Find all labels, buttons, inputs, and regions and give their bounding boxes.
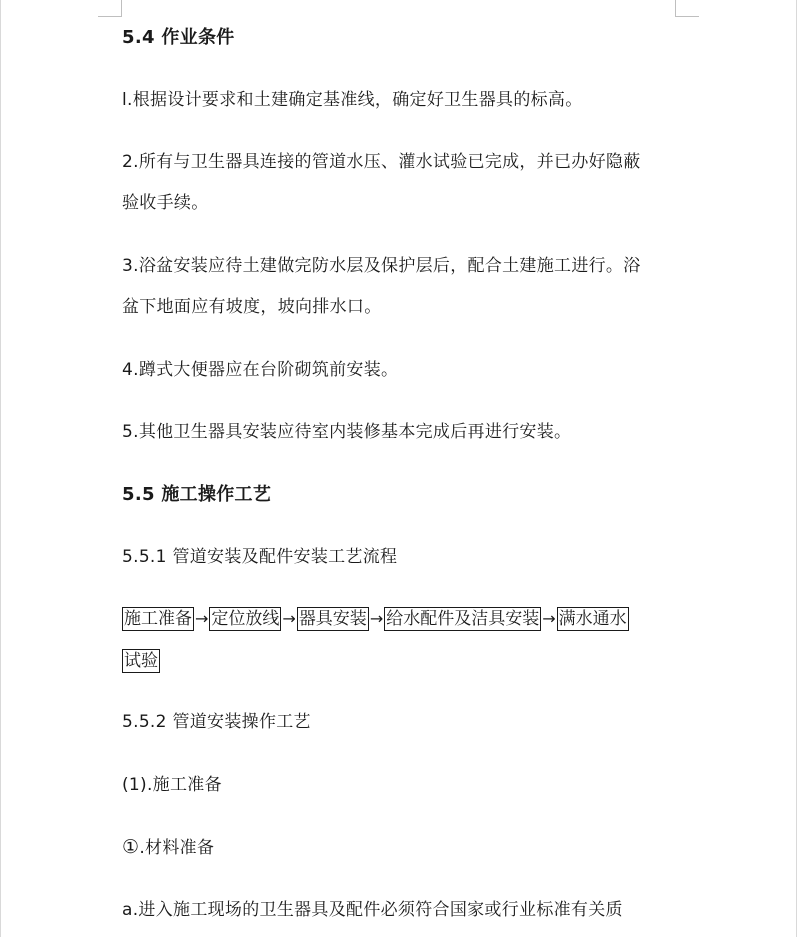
crop-mark-top-left <box>121 0 122 16</box>
list-item-material-preparation <box>122 836 214 859</box>
paragraph-item-2-line-2: 验收手续。 <box>122 193 209 213</box>
crop-mark-top-right <box>675 0 676 16</box>
paragraph-item-2-line-1: 2.所有与卫生器具连接的管道水压、灌水试验已完成，并已办好隐蔽 <box>122 152 641 172</box>
flow-step-preparation: 施工准备 <box>124 609 192 629</box>
paragraph-item-a: a.进入施工现场的卫生器具及配件必须符合国家或行业标准有关质 <box>122 900 623 920</box>
paragraph-item-4: 4.蹲式大便器应在台阶砌筑前安装。 <box>122 360 399 380</box>
section-heading-5-4: 5.4 作业条件 <box>122 27 235 48</box>
paragraph-item-3-line-1: 3.浴盆安装应待土建做完防水层及保护层后，配合土建施工进行。浴 <box>122 256 641 276</box>
process-flow <box>122 607 629 631</box>
circled-number-one: ① <box>122 836 140 858</box>
crop-mark-top-right-horizontal <box>675 16 699 17</box>
material-preparation-label: .材料准备 <box>139 838 215 858</box>
list-item-preparation: (1).施工准备 <box>122 775 222 795</box>
flow-step-water-test-continued: 试验 <box>124 651 158 671</box>
page-border-left <box>0 0 1 937</box>
subsection-heading-5-5-1: 5.5.1 管道安装及配件安装工艺流程 <box>122 547 398 567</box>
flow-arrow-icon: → <box>195 609 209 628</box>
process-flow-continued <box>122 649 160 673</box>
paragraph-item-1: l.根据设计要求和土建确定基准线，确定好卫生器具的标高。 <box>122 90 583 110</box>
flow-arrow-icon: → <box>282 609 296 628</box>
flow-arrow-icon: → <box>369 609 384 628</box>
paragraph-item-5: 5.其他卫生器具安装应待室内装修基本完成后再进行安装。 <box>122 422 572 442</box>
flow-step-fixture-install: 器具安装 <box>298 609 367 629</box>
section-heading-5-5: 5.5 施工操作工艺 <box>122 484 272 505</box>
flow-step-fittings-install: 给水配件及洁具安装 <box>386 609 540 629</box>
flow-arrow-icon: → <box>542 609 556 628</box>
paragraph-item-3-line-2: 盆下地面应有坡度，坡向排水口。 <box>122 297 382 317</box>
flow-step-water-test: 满水通水 <box>558 609 627 629</box>
flow-step-positioning: 定位放线 <box>211 609 280 629</box>
crop-mark-top-left-horizontal <box>98 16 122 17</box>
subsection-heading-5-5-2: 5.5.2 管道安装操作工艺 <box>122 712 311 732</box>
